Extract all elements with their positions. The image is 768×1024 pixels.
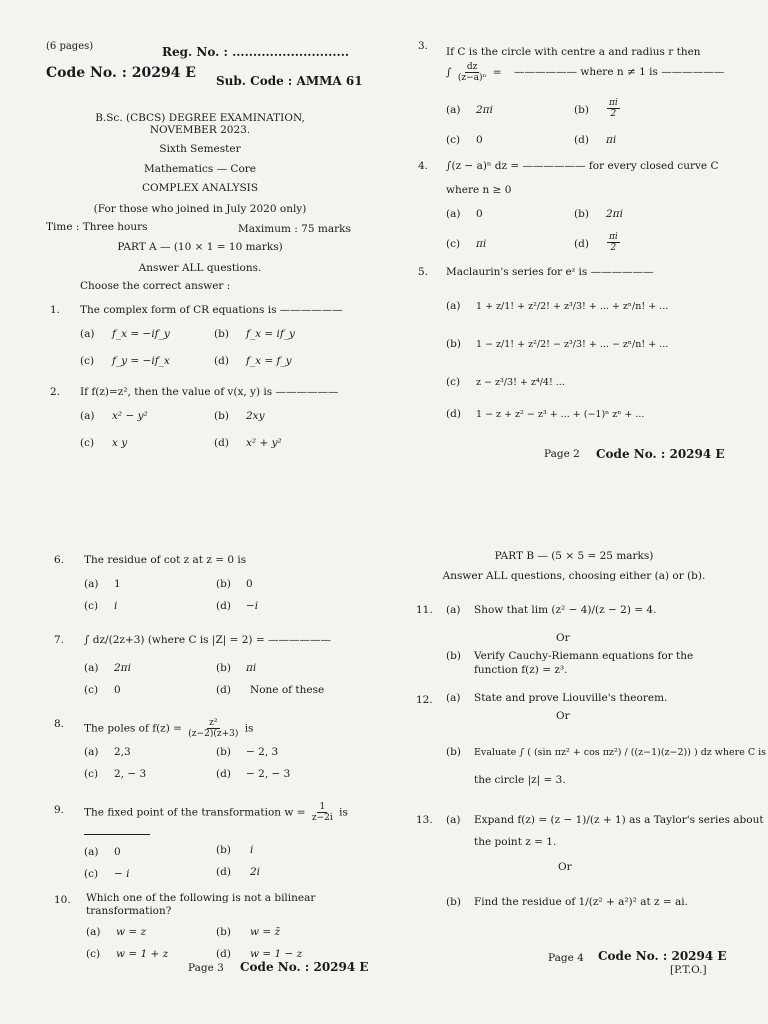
pto-note: [P.T.O.] (670, 964, 707, 976)
q8-text-post: is (244, 722, 254, 735)
semester: Sixth Semester (159, 143, 241, 155)
q12-a-label: (a) (446, 692, 461, 704)
page-4 (384, 512, 768, 1024)
q9-option-b-label: (b) (216, 844, 231, 856)
q11-a-text: Show that lim (z² − 4)/(z − 2) = 4. (474, 604, 657, 616)
q13-a-text-2: the point z = 1. (474, 836, 557, 848)
q10-option-c: w = 1 + z (116, 948, 169, 960)
q1-option-b-label: (b) (214, 328, 229, 340)
q2-option-d: x² + y² (246, 437, 282, 449)
q8-frac-num: z² (209, 718, 218, 728)
q1-option-b: f_x = if_y (246, 328, 295, 340)
choose-instruction: Choose the correct answer : (80, 280, 231, 292)
part-b-instruction: Answer ALL questions, choosing either (a) or (b). (442, 570, 706, 582)
q9-frac-den: z−2i (311, 813, 333, 823)
page-3-code: Code No. : 20294 E (240, 960, 369, 974)
q9-option-a: 0 (114, 846, 121, 858)
q3-text-1: If C is the circle with centre a and radius r then (446, 46, 701, 58)
q9-number: 9. (54, 804, 65, 816)
q1-option-d-label: (d) (214, 355, 229, 367)
q11-number: 11. (416, 604, 433, 616)
q4-option-c-label: (c) (446, 238, 461, 250)
q8-option-a-label: (a) (84, 746, 99, 758)
q8-option-c: 2, − 3 (114, 768, 147, 780)
sub-code: Sub. Code : AMMA 61 (216, 74, 363, 88)
exam-line-1: B.Sc. (CBCS) DEGREE EXAMINATION, (95, 112, 305, 124)
q9-option-b: i (250, 844, 254, 856)
q8-option-b: − 2, 3 (246, 746, 279, 758)
q4-option-b: 2πi (606, 208, 623, 220)
q5-number: 5. (418, 266, 429, 278)
q2-option-b-label: (b) (214, 410, 229, 422)
q13-number: 13. (416, 814, 433, 826)
q8-option-d-label: (d) (216, 768, 231, 780)
q9-text (84, 802, 348, 823)
q5-text: Maclaurin's series for eᶻ is —————— (446, 266, 654, 278)
q10-option-c-label: (c) (86, 948, 101, 960)
q7-option-a: 2πi (114, 662, 131, 674)
q1-option-a-label: (a) (80, 328, 95, 340)
q7-option-b-label: (b) (216, 662, 231, 674)
q8-text-pre: The poles of f(z) = (84, 722, 182, 735)
q1-option-d: f_x = f_y (246, 355, 292, 367)
part-b-heading: PART B — (5 × 5 = 25 marks) (494, 550, 654, 562)
q3-option-b (606, 98, 621, 119)
q10-option-b: w = z̄ (250, 926, 280, 938)
q3-option-d-label: (d) (574, 134, 589, 146)
q6-number: 6. (54, 554, 65, 566)
q12-or: Or (556, 710, 570, 722)
page-2-number: Page 2 (544, 448, 580, 460)
q7-option-d: None of these (250, 684, 325, 696)
q10-option-d: w = 1 − z (250, 948, 303, 960)
q3-option-a-label: (a) (446, 104, 461, 116)
q4-option-d (606, 232, 621, 253)
q4-text-2: where n ≥ 0 (446, 184, 512, 196)
q12-number: 12. (416, 694, 433, 706)
q9-option-a-label: (a) (84, 846, 99, 858)
q2-option-a-label: (a) (80, 410, 95, 422)
q12-b-text-1: Evaluate ∫ ( (sin πz² + cos πz²) / ((z−1)(z−2)) ) dz where C is (474, 747, 767, 758)
q7-text: ∫ dz/(2z+3) (where C is |Z| = 2) = —————— (84, 634, 332, 646)
q2-text: If f(z)=z², then the value of v(x, y) is —————— (80, 386, 339, 398)
q1-option-c: f_y = −if_x (112, 355, 170, 367)
eligibility-note: (For those who joined in July 2020 only) (93, 203, 307, 215)
q5-option-a: 1 + z/1! + z²/2! + z³/3! + ... + zⁿ/n! + ... (476, 301, 669, 312)
q4-d-num: πi (609, 232, 618, 242)
part-a-heading: PART A — (10 × 1 = 10 marks) (117, 241, 283, 253)
q9-answer-blank (84, 822, 150, 835)
q12-b-text-2: the circle |z| = 3. (474, 774, 566, 786)
page-3-number: Page 3 (188, 962, 224, 974)
q7-option-c: 0 (114, 684, 121, 696)
q5-option-d-label: (d) (446, 408, 461, 420)
q3-number: 3. (418, 40, 429, 52)
q2-option-c-label: (c) (80, 437, 95, 449)
q2-option-b: 2xy (246, 410, 265, 422)
q10-text-1: Which one of the following is not a bilinear (86, 892, 316, 904)
q1-number: 1. (50, 304, 61, 316)
q13-or: Or (558, 861, 572, 873)
q10-number: 10. (54, 894, 71, 906)
q4-text-1: ∫(z − a)ⁿ dz = —————— for every closed curve C (446, 160, 719, 172)
q8-text (84, 718, 253, 739)
q9-option-d-label: (d) (216, 866, 231, 878)
q2-option-c: x y (112, 437, 128, 449)
q5-option-c-label: (c) (446, 376, 461, 388)
max-marks: Maximum : 75 marks (238, 223, 351, 235)
q4-option-b-label: (b) (574, 208, 589, 220)
q6-option-a: 1 (114, 578, 121, 590)
page-count: (6 pages) (46, 41, 94, 52)
q11-b-text-1: Verify Cauchy-Riemann equations for the (474, 650, 694, 662)
q6-option-c: i (114, 600, 118, 612)
q13-a-label: (a) (446, 814, 461, 826)
q11-or: Or (556, 632, 570, 644)
q12-b-label: (b) (446, 746, 461, 758)
page-4-number: Page 4 (548, 952, 584, 964)
reg-no: Reg. No. : ............................ (162, 45, 350, 59)
page-3 (0, 512, 384, 1024)
q11-a-label: (a) (446, 604, 461, 616)
q11-b-label: (b) (446, 650, 461, 662)
q13-a-text-1: Expand f(z) = (z − 1)/(z + 1) as a Taylor's series about (474, 814, 764, 826)
q1-option-c-label: (c) (80, 355, 95, 367)
q13-b-label: (b) (446, 896, 461, 908)
q3-option-d: πi (606, 134, 617, 146)
q10-option-a-label: (a) (86, 926, 101, 938)
q8-option-c-label: (c) (84, 768, 99, 780)
answer-all: Answer ALL questions. (138, 262, 262, 274)
q5-option-b-label: (b) (446, 338, 461, 350)
q8-frac-den: (z−2)(z+3) (188, 729, 239, 739)
q11-b-text-2: function f(z) = z³. (474, 664, 568, 676)
q10-option-b-label: (b) (216, 926, 231, 938)
q4-option-a: 0 (476, 208, 483, 220)
q6-option-b-label: (b) (216, 578, 231, 590)
q6-text: The residue of cot z at z = 0 is (84, 554, 247, 566)
q9-option-c: − i (114, 868, 130, 880)
page-1 (0, 0, 384, 512)
q6-option-c-label: (c) (84, 600, 99, 612)
q8-option-d: − 2, − 3 (246, 768, 291, 780)
q8-option-b-label: (b) (216, 746, 231, 758)
page-2-code: Code No. : 20294 E (596, 447, 725, 461)
q9-text-pre: The fixed point of the transformation w = (84, 806, 306, 819)
q12-a-text: State and prove Liouville's theorem. (474, 692, 668, 704)
q6-option-d-label: (d) (216, 600, 231, 612)
page-2 (384, 0, 768, 512)
subject: Mathematics — Core (143, 163, 257, 175)
q3-option-c-label: (c) (446, 134, 461, 146)
q10-option-a: w = z (116, 926, 146, 938)
q2-option-a: x² − y² (112, 410, 148, 422)
time: Time : Three hours (46, 221, 148, 233)
q2-number: 2. (50, 386, 61, 398)
q2-option-d-label: (d) (214, 437, 229, 449)
q7-option-a-label: (a) (84, 662, 99, 674)
q9-option-d: 2i (250, 866, 261, 878)
exam-line-2: NOVEMBER 2023. (149, 124, 251, 136)
q7-option-d-label: (d) (216, 684, 231, 696)
q7-number: 7. (54, 634, 65, 646)
page-4-code: Code No. : 20294 E (598, 949, 727, 963)
q1-option-a: f_x = −if_y (112, 328, 170, 340)
q6-option-a-label: (a) (84, 578, 99, 590)
q3-option-c: 0 (476, 134, 483, 146)
q3-b-num: πi (609, 98, 618, 108)
q3-text-2: —————— where n ≠ 1 is —————— (514, 66, 725, 78)
q3-integral: ∫ $\frac{dz}{\text{(z−a)ⁿ}}$ = (446, 62, 502, 83)
q5-option-d: 1 − z + z² − z³ + ... + (−1)ⁿ zⁿ + ... (476, 409, 645, 420)
q10-text-2: transformation? (86, 905, 172, 917)
q3-option-a: 2πi (476, 104, 493, 116)
q10-option-d-label: (d) (216, 948, 231, 960)
q6-option-d: −i (246, 600, 259, 612)
q5-option-b: 1 − z/1! + z²/2! − z³/3! + ... − zⁿ/n! + ... (476, 339, 669, 350)
q4-option-c: πi (476, 238, 487, 250)
q4-number: 4. (418, 160, 429, 172)
q4-option-a-label: (a) (446, 208, 461, 220)
q9-frac-num: 1 (319, 802, 326, 812)
q13-b-text: Find the residue of 1/(z² + a²)² at z = ai. (474, 896, 688, 908)
q9-option-c-label: (c) (84, 868, 99, 880)
q1-text: The complex form of CR equations is —————— (80, 304, 343, 316)
q4-option-d-label: (d) (574, 238, 589, 250)
q6-option-b: 0 (246, 578, 253, 590)
q8-option-a: 2,3 (114, 746, 131, 758)
q5-option-c: z − z³/3! + z⁴/4! ... (476, 377, 565, 388)
q3-option-b-label: (b) (574, 104, 589, 116)
q7-option-c-label: (c) (84, 684, 99, 696)
paper-title: COMPLEX ANALYSIS (141, 182, 259, 194)
q3-b-den: 2 (610, 109, 617, 119)
q5-option-a-label: (a) (446, 300, 461, 312)
q7-option-b: πi (246, 662, 257, 674)
code-no: Code No. : 20294 E (46, 65, 196, 81)
q4-d-den: 2 (610, 243, 617, 253)
q8-number: 8. (54, 718, 65, 730)
q9-text-post: is (339, 806, 348, 819)
